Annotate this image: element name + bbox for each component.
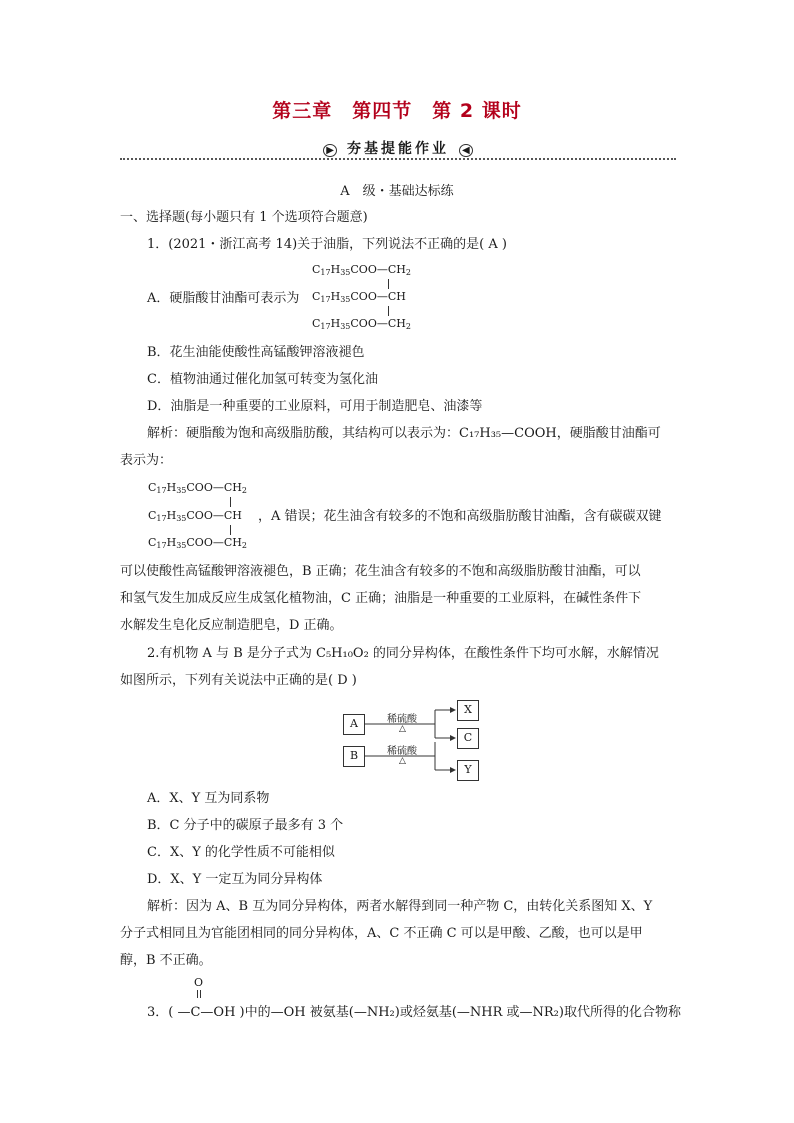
reagent-label-top: 稀硫酸 xyxy=(387,714,417,725)
q1-formula-row2: $C_{17}H_{35}COO—CH$ xyxy=(312,290,406,304)
q1-bond-1 xyxy=(388,279,389,289)
rewind-icon: ◀ xyxy=(459,144,473,157)
q1-analysis-formula-row1: $C_{17}H_{35}COO—CH_2$ xyxy=(148,481,247,495)
q1-option-c: C．植物油通过催化加氢可转变为氢化油 xyxy=(147,372,378,387)
hydrolysis-diagram xyxy=(343,698,483,783)
q1-analysis-line3: ，A 错误；花生油含有较多的不饱和高级脂肪酸甘油酯，含有碳碳双键 xyxy=(258,509,662,524)
q1-stem: 1．(2021・浙江高考 14)关于油脂，下列说法不正确的是( A ) xyxy=(147,237,507,252)
q1-analysis-line5: 和氢气发生加成反应生成氢化植物油，C 正确；油脂是一种重要的工业原料，在碱性条件下 xyxy=(120,591,642,606)
q1-formula-row1: $C_{17}H_{35}COO—CH_2$ xyxy=(312,263,411,277)
reagent-label-bottom: 稀硫酸 xyxy=(387,746,417,757)
q1-bond-2 xyxy=(388,306,389,316)
node-a: A xyxy=(343,714,365,735)
page-title: 第三章 第四节 第 2 课时 xyxy=(272,100,522,122)
q2-stem-line1: 2.有机物 A 与 B 是分子式为 C₅H₁₀O₂ 的同分异构体，在酸性条件下均可水解，水解情况 xyxy=(147,646,659,661)
q1-analysis-formula-row2: $C_{17}H_{35}COO—CH$ xyxy=(148,509,242,523)
q2-analysis-line3: 醇，B 不正确。 xyxy=(120,953,212,968)
node-x: X xyxy=(457,700,479,721)
q1-analysis-line6: 水解发生皂化反应制造肥皂，D 正确。 xyxy=(120,618,343,633)
q1-analysis-line2: 表示为： xyxy=(120,453,173,468)
q3-carbonyl-o: O xyxy=(194,976,204,989)
heat-label-top: △ xyxy=(399,724,406,734)
q1-analysis-line4: 可以使酸性高锰酸钾溶液褪色，B 正确；花生油含有较多的不饱和高级脂肪酸甘油酯，可以 xyxy=(120,564,641,579)
q2-option-a: A．X、Y 互为同系物 xyxy=(147,791,270,806)
q1-option-b: B．花生油能使酸性高锰酸钾溶液褪色 xyxy=(147,345,365,360)
level-heading: A 级・基础达标练 xyxy=(340,184,454,199)
q1-analysis-line1: 解析：硬脂酸为饱和高级脂肪酸，其结构可以表示为：C₁₇H₃₅—COOH，硬脂酸甘油酯可 xyxy=(147,426,661,441)
part-heading: 一、选择题(每小题只有 1 个选项符合题意) xyxy=(120,210,368,225)
q3-double-bond-2 xyxy=(200,990,202,998)
heat-label-bottom: △ xyxy=(399,756,406,766)
q2-analysis-line2: 分子式相同且为官能团相同的同分异构体，A、C 不正确 C 可以是甲酸、乙酸，也可以是甲 xyxy=(120,926,643,941)
q1-analysis-bond-2 xyxy=(230,525,231,535)
node-y: Y xyxy=(457,760,479,781)
q3-double-bond-1 xyxy=(197,990,199,998)
q2-option-d: D．X、Y 一定互为同分异构体 xyxy=(147,872,323,887)
q2-option-c: C．X、Y 的化学性质不可能相似 xyxy=(147,845,335,860)
q2-stem-line2: 如图所示，下列有关说法中正确的是( D ) xyxy=(120,673,357,688)
q1-analysis-bond-1 xyxy=(230,497,231,507)
section-banner xyxy=(120,138,676,164)
banner-title: 夯基提能作业 xyxy=(343,141,453,157)
node-b: B xyxy=(343,746,365,767)
node-c: C xyxy=(457,728,479,749)
q2-analysis-line1: 解析：因为 A、B 互为同分异构体，两者水解得到同一种产物 C，由转化关系图知 X、Y xyxy=(147,899,653,914)
banner-dotted-line xyxy=(120,158,676,160)
q3-stem: 3．( —C—OH )中的—OH 被氨基(—NH₂)或烃氨基(—NHR 或—NR₂)取代所得的化合物称 xyxy=(147,1005,681,1020)
q1-analysis-formula-row3: $C_{17}H_{35}COO—CH_2$ xyxy=(148,536,247,550)
q1-option-d: D．油脂是一种重要的工业原料，可用于制造肥皂、油漆等 xyxy=(147,399,483,414)
q1-formula-row3: $C_{17}H_{35}COO—CH_2$ xyxy=(312,317,411,331)
q1-option-a: A．硬脂酸甘油酯可表示为 xyxy=(147,291,300,306)
play-icon: ▶ xyxy=(323,144,337,157)
q2-option-b: B．C 分子中的碳原子最多有 3 个 xyxy=(147,818,344,833)
